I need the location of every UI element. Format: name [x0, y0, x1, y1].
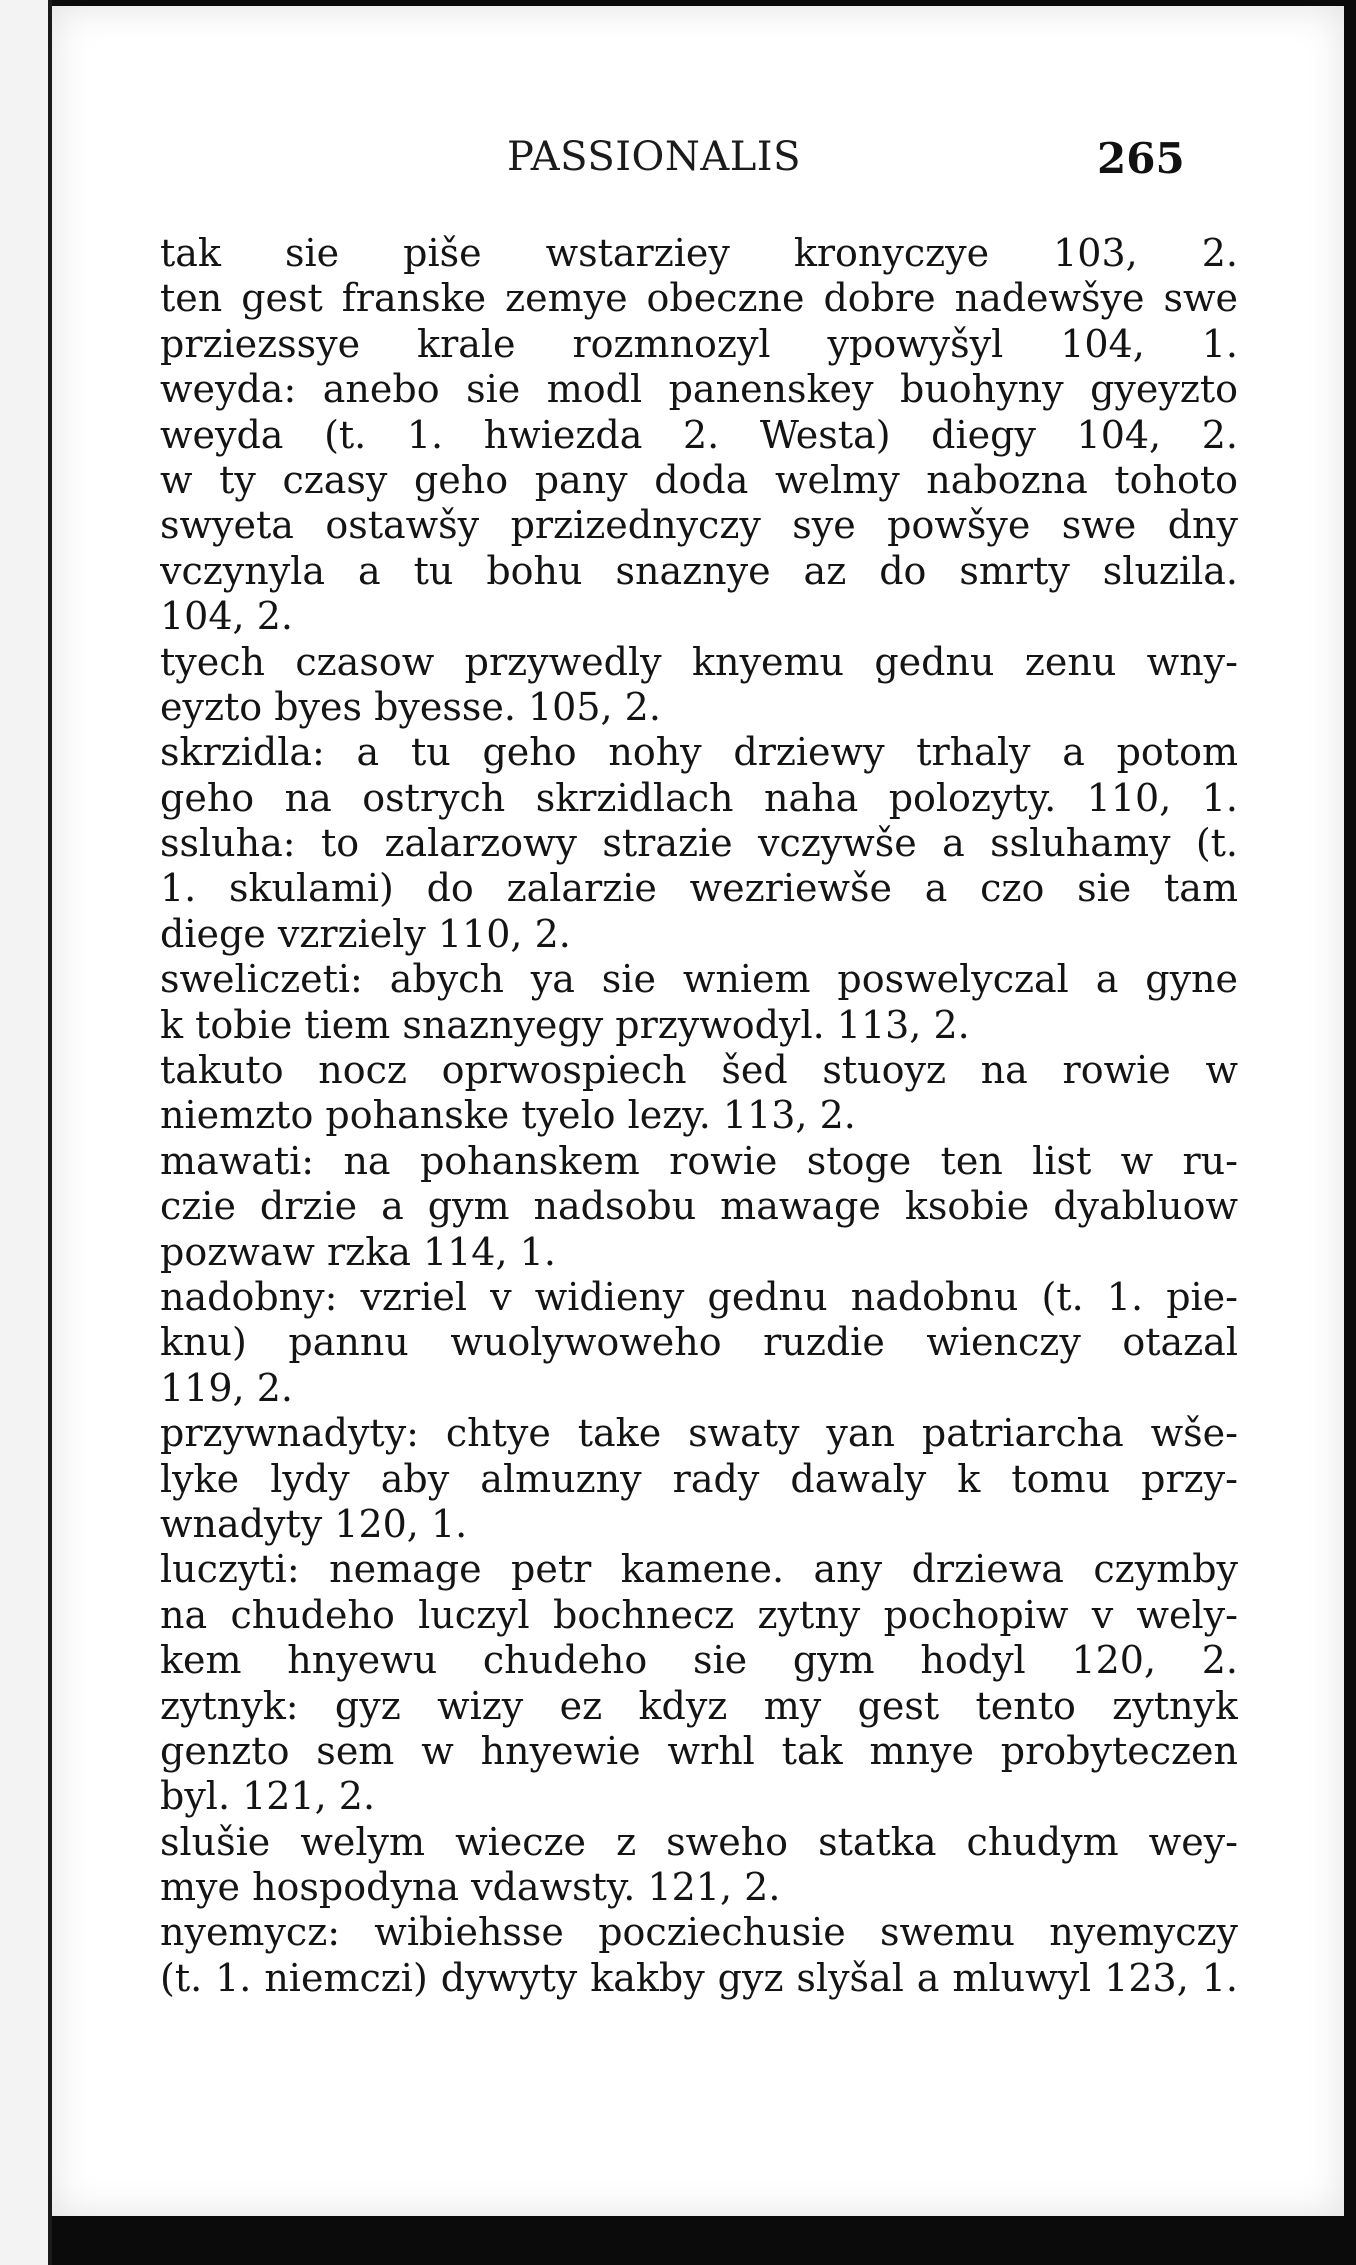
text-line: tak sie piše wstarziey kronyczye 103, 2.: [160, 231, 1238, 275]
text-line: kem hnyewu chudeho sie gym hodyl 120, 2.: [160, 1638, 1238, 1683]
text-line: (t. 1. niemczi) dywyty kakby gyz slyšal a mluwyl 123, 1.: [160, 1955, 1238, 2000]
text-line: byl. 121, 2.: [160, 1774, 376, 1819]
glossary-text: [160, 231, 1238, 2001]
text-line: eyzto byes byesse. 105, 2.: [160, 684, 661, 729]
text-line: nadobny: vzriel v widieny gednu nadobnu (t. 1. pie-: [160, 1274, 1238, 1319]
facing-page-edge: [0, 0, 52, 2265]
text-line: przywnadyty: chtye take swaty yan patriarcha wše-: [160, 1411, 1238, 1456]
text-line: 104, 2.: [160, 594, 293, 639]
text-line: weyda (t. 1. hwiezda 2. Westa) diegy 104, 2.: [160, 412, 1238, 457]
text-line: slušie welym wiecze z sweho statka chudym wey-: [160, 1819, 1238, 1864]
running-head: PASSIONALIS: [507, 134, 801, 180]
page-header: [52, 134, 1344, 184]
text-line: 1. skulami) do zalarzie wezriewše a czo sie tam: [160, 866, 1238, 911]
text-line: ssluha: to zalarzowy strazie vczywše a ssluhamy (t.: [160, 821, 1238, 866]
text-line: mye hospodyna vdawsty. 121, 2.: [160, 1865, 781, 1910]
text-line: knu) pannu wuolywoweho ruzdie wienczy otazal: [160, 1320, 1238, 1365]
text-line: mawati: na pohanskem rowie stoge ten list w ru-: [160, 1138, 1238, 1183]
text-line: w ty czasy geho pany doda welmy nabozna tohoto: [160, 457, 1238, 502]
text-line: ten gest franske zemye obeczne dobre nadewšye swe: [160, 276, 1238, 321]
text-line: tyech czasow przywedly knyemu gednu zenu wny-: [160, 639, 1238, 684]
text-line: takuto nocz oprwospiech šed stuoyz na rowie w: [160, 1048, 1238, 1093]
text-line: geho na ostrych skrzidlach naha polozyty. 110, 1.: [160, 775, 1238, 820]
text-line: vczynyla a tu bohu snaznye az do smrty sluzila.: [160, 548, 1238, 593]
text-line: weyda: anebo sie modl panenskey buohyny gyeyzto: [160, 367, 1238, 412]
text-line: luczyti: nemage petr kamene. any drziewa czymby: [160, 1547, 1238, 1592]
text-line: niemzto pohanske tyelo lezy. 113, 2.: [160, 1093, 856, 1138]
text-line: sweliczeti: abych ya sie wniem poswelyczal a gyne: [160, 957, 1238, 1002]
page-number: 265: [1097, 134, 1185, 183]
text-line: swyeta ostawšy przizednyczy sye powšye swe dny: [160, 503, 1238, 548]
text-line: 119, 2.: [160, 1365, 293, 1410]
text-line: na chudeho luczyl bochnecz zytny pochopiw v wely-: [160, 1592, 1238, 1637]
text-line: genzto sem w hnyewie wrhl tak mnye probyteczen: [160, 1728, 1238, 1773]
book-page: [52, 6, 1344, 2216]
text-line: pozwaw rzka 114, 1.: [160, 1229, 556, 1274]
text-line: diege vzrziely 110, 2.: [160, 911, 571, 956]
text-line: prziezssye krale rozmnozyl ypowyšyl 104, 1.: [160, 321, 1238, 366]
text-line: lyke lydy aby almuzny rady dawaly k tomu przy-: [160, 1456, 1238, 1501]
text-line: nyemycz: wibiehsse pocziechusie swemu nyemyczy: [160, 1910, 1238, 1955]
text-line: zytnyk: gyz wizy ez kdyz my gest tento zytnyk: [160, 1683, 1238, 1728]
text-line: k tobie tiem snaznyegy przywodyl. 113, 2.: [160, 1002, 970, 1047]
text-line: czie drzie a gym nadsobu mawage ksobie dyabluow: [160, 1184, 1238, 1229]
text-line: wnadyty 120, 1.: [160, 1501, 468, 1546]
text-line: skrzidla: a tu geho nohy drziewy trhaly a potom: [160, 730, 1238, 775]
